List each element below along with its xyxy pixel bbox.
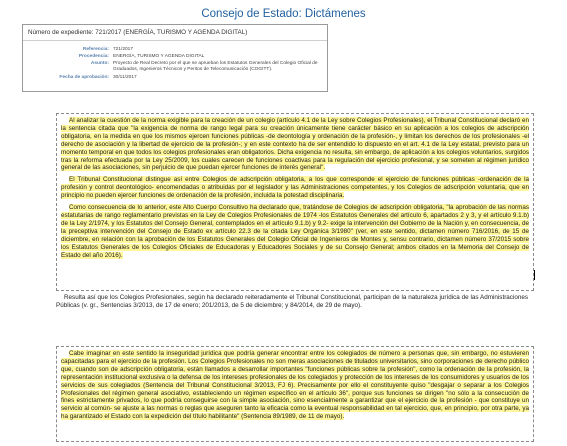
paragraph	[61, 117, 529, 172]
dictamen-metadata-box	[22, 24, 328, 92]
meta-label: Fecha de aprobación:	[59, 75, 109, 80]
highlighted-text: Como consecuencia de lo anterior, este Alto Cuerpo Consultivo ha declarado que, tratándose de Colegios de adscripción obligatoria, "la aprobación de las normas estatutarias de rango reglamentario previstas en la Ley de Colegios Profesionales de 1974 -los Estatutos Generales del artículo 6, apartados 2 y 3, y el artículo 9.1.b) de la Ley 2/1974, y los Estatutos del Consejo General, contemplados en el artículo 9.1.b) y 9.2- exige la intervención del Gobierno de la Nación y, en consecuencia, de la preceptiva intervención del Consejo de Estado ex artículo 22.3 de la citada Ley Orgánica 3/1980" (ver, en este sentido, dictamen número 716/2016, de 15 de diciembre, en relación con la aprobación de los Estatutos Generales del Colegio Oficial de Ingenieros de Montes y, sensu contrario, dictamen número 37/2015 sobre los Estatutos Generales de los Colegios Oficiales de Educadoras y Educadores Sociales y de su Consejo General; ambos citados en la Memoria del Consejo de Estado del año 2016).	[61, 204, 529, 259]
meta-label: Procedencia:	[78, 54, 109, 59]
paragraph	[61, 204, 529, 259]
highlighted-excerpt-2	[56, 346, 534, 442]
text-cursor	[534, 270, 535, 280]
meta-value: Proyecto de Real Decreto por el que se aprueban los Estatutos Generales del Colegio Oficial de Graduados, Ingenieros Técnicos y Peritos de Telecomunicación (COGITT).	[113, 61, 318, 72]
meta-value: 30/11/2017	[113, 75, 137, 80]
page-title: Consejo de Estado: Dictámenes	[201, 8, 366, 20]
meta-label: Asunto:	[90, 61, 109, 66]
expediente-number: Número de expediente: 721/2017 (ENERGÍA, TURISMO Y AGENDA DIGITAL)	[23, 25, 327, 41]
meta-value: 721/2017	[113, 47, 134, 52]
highlighted-text: Al analizar la cuestión de la norma exigible para la creación de un colegio (artículo 4.1 de la Ley sobre Colegios Profesionales), el Tribunal Constitucional declaró en la sentencia citada que "la exigencia de norma de rango legal para su creación únicamente tiene carácter básico en su aplicación a los colegios de adscripción obligatoria, en la medida en que los mismos ejercen funciones públicas -de deontología y ordenación de la profesión-, y limitan los derechos de los profesionales -el derecho de asociación y la libertad de ejercicio de la profesión-; y en este contexto ha de ser entendido lo dispuesto en el art. 4.1 de la Ley estatal, previsto para un momento temporal en que todos los colegios profesionales eran obligatorios. Dicha exigencia no resulta, sin embargo, de aplicación a los colegios voluntarios, surgidos tras la reforma efectuada por la Ley 25/2009, los cuales carecen de funciones coactivas para la regulación del ejercicio profesional, y se someten al régimen jurídico general de las asociaciones, sin perjuicio de que puedan ejercer funciones de interés general".	[61, 117, 529, 172]
paragraph	[61, 176, 529, 200]
meta-label: Referencia:	[82, 47, 109, 52]
plain-paragraph: Resulta así que los Colegios Profesionales, según ha declarado reiteradamente el Tribunal Constitucional, participan de la naturaleza jurídica de las Administraciones Públicas (v. gr., Sentencias 3/2013, de 17 de enero; 201/2013, de 5 de diciembre; y 84/2014, de 29 de mayo).	[56, 294, 528, 309]
meta-value: ENERGÍA, TURISMO Y AGENDA DIGITAL	[113, 54, 205, 59]
highlighted-excerpt-1	[56, 113, 534, 291]
paragraph	[61, 350, 529, 421]
highlighted-text: Cabe imaginar en este sentido la inseguridad jurídica que podría generar encontrar entre los colegiados de número a personas que, sin embargo, no estuvieren capacitadas para el ejercicio de la profesión. Los Colegios Profesionales no son meras asociaciones de titulados universitarios, sino corporaciones de derecho público que, cuando son de adscripción obligatoria, están llamados a desarrollar importantes "funciones públicas sobre la profesión", como la ordenación de la profesión, la representación institucional exclusiva o la defensa de los intereses profesionales de los colegiados y protección de los intereses de los consumidores y usuarios de los servicios de sus colegiados (Sentencia del Tribunal Constitucional 3/2013, FJ 6). Precisamente por ello el constituyente quiso "desgajar o separar a los Colegios Profesionales del régimen general asociativo, estableciendo un régimen específico en el artículo 36", porque sus funciones se dirigen "no sólo a la consecución de fines estrictamente privados, lo que podría conseguirse con la simple asociación, sino esencialmente a garantizar que el ejercicio de la profesión - que constituye un servicio al común- se ajuste a las normas o reglas que aseguren tanto la eficacia como la eventual responsabilidad en tal ejercicio, que, en principio, por otra parte, ya ha garantizado el Estado con la expedición del título habilitante" (Sentencia 89/1989, de 11 de mayo).	[61, 350, 529, 421]
highlighted-text: El Tribunal Constitucional distingue así entre Colegios de adscripción obligatoria, a los que corresponde el ejercicio de funciones públicas -ordenación de la profesión y control deontológico- encomendadas o atribuidas por el legislador y las Administraciones competentes, y los Colegios de adscripción voluntaria, que en principio no pueden ejercer funciones de ordenación de la profesión, incluida la potestad disciplinaria.	[61, 176, 529, 200]
